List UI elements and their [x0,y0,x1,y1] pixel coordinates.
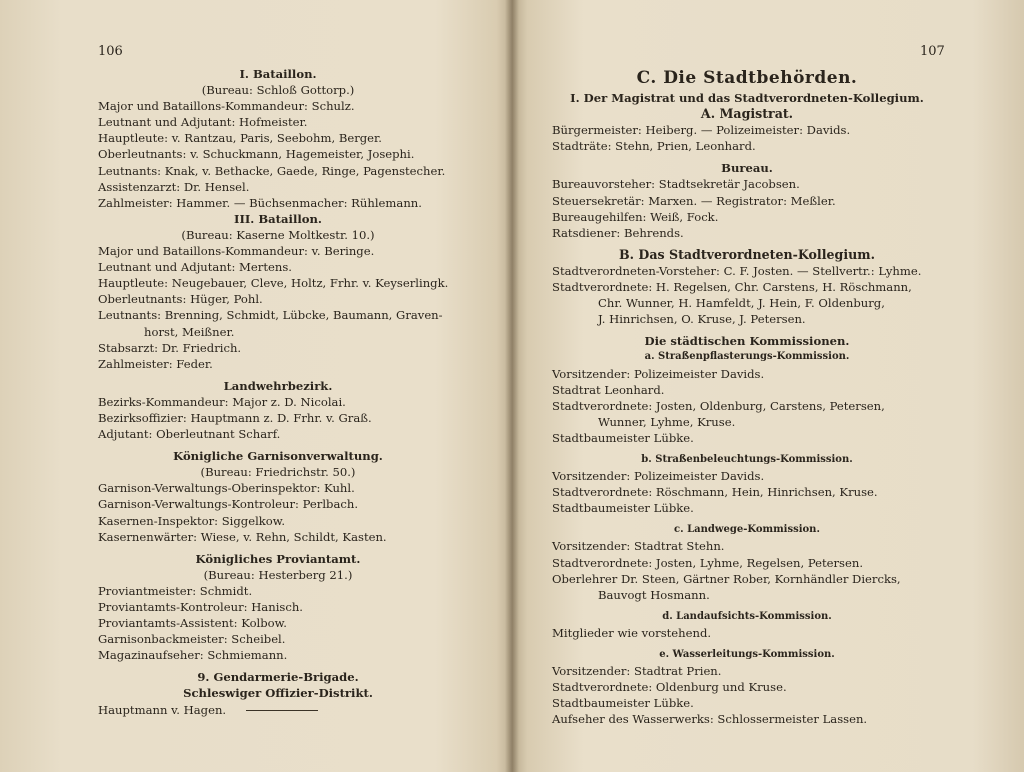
left-page-text [98,66,458,718]
line-text: Landwehrbezirk. [223,378,333,393]
line-text: I. Bataillon. [239,67,317,81]
line-text: Kasernen-Inspektor: Siggelkow. [98,513,286,528]
line-text: Garnison-Verwaltungs-Kontroleur: Perlbach. [98,497,359,512]
line-text: Proviantamts-Assistent: Kolbow. [98,616,287,631]
section-heading [98,211,458,227]
line-text: Die städtischen Kommissionen. [644,334,850,349]
right-page-number: 107 [920,44,945,59]
text-line [98,291,458,307]
text-line [552,663,942,679]
section-heading [552,90,942,106]
line-text: Stadtbaumeister Lübke. [552,696,694,711]
line-text: Zahlmeister: Hammer. — Büchsenmacher: Rühlemann. [98,195,422,210]
line-text: Oberleutnants: Hüger, Pohl. [98,292,263,307]
line-text: Steuersekretär: Marxen. — Registrator: Meßler. [552,193,836,208]
line-text: Vorsitzender: Stadtrat Prien. [552,664,722,679]
text-line [552,500,942,516]
text-line [552,295,942,311]
text-line [98,567,458,583]
text-line [552,555,942,571]
line-text: Vorsitzender: Polizeimeister Davids. [552,366,765,381]
text-line [552,587,942,603]
line-text: Bureaugehilfen: Weiß, Fock. [552,209,719,224]
line-text: Garnison-Verwaltungs-Oberinspektor: Kuhl. [98,481,355,496]
line-text: c. Landwege-Kommission. [674,524,820,536]
text-line [552,695,942,711]
text-line [552,468,942,484]
section-heading [552,349,942,365]
line-text: Bauvogt Hosmann. [598,587,710,602]
text-line [98,426,458,442]
line-text: Magazinaufseher: Schmiemann. [98,648,288,663]
line-text: Zahlmeister: Feder. [98,356,213,371]
text-line [552,711,942,727]
line-text: b. Straßenbeleuchtungs-Kommission. [641,453,853,465]
text-line [98,340,458,356]
line-text: Adjutant: Oberleutnant Scharf. [98,427,281,442]
text-line [552,430,942,446]
text-line [98,82,458,98]
end-rule [246,710,318,711]
text-line [98,163,458,179]
text-line [552,193,942,209]
text-line [552,571,942,587]
section-heading [98,685,458,701]
text-line [552,263,942,279]
section-heading [98,378,458,394]
text-line [98,307,458,323]
right-page-text [552,66,942,727]
section-heading [552,66,942,90]
section-heading [98,66,458,82]
line-text: Stadtbaumeister Lübke. [552,501,694,516]
text-line [552,398,942,414]
text-line [552,366,942,382]
line-text: Schleswiger Offizier-Distrikt. [183,686,373,701]
section-heading [552,452,942,468]
text-line [98,410,458,426]
text-line [552,225,942,241]
line-text: (Bureau: Kaserne Moltkestr. 10.) [181,227,375,242]
text-line [552,414,942,430]
line-text: J. Hinrichsen, O. Kruse, J. Petersen. [598,312,806,327]
text-line [98,599,458,615]
line-text: Stadtverordneten-Vorsteher: C. F. Josten. — Stellvertr.: Lyhme. [552,263,922,278]
section-heading [552,522,942,538]
line-text: Leutnant und Adjutant: Hofmeister. [98,115,308,130]
line-text: Stadträte: Stehn, Prien, Leonhard. [552,139,756,154]
line-text: Oberleutnants: v. Schuckmann, Hagemeister, Josephi. [98,147,415,162]
text-line [98,146,458,162]
section-heading [552,333,942,349]
line-text: 9. Gendarmerie-Brigade. [197,670,359,685]
line-text: III. Bataillon. [234,211,322,226]
line-text: Assistenzarzt: Dr. Hensel. [98,179,250,194]
text-line [98,394,458,410]
line-text: Bürgermeister: Heiberg. — Polizeimeister: Davids. [552,123,851,138]
line-text: Leutnant und Adjutant: Mertens. [98,260,292,275]
line-text: Proviantamts-Kontroleur: Hanisch. [98,600,303,614]
section-heading [98,669,458,685]
text-line [98,275,458,291]
text-line [98,227,458,243]
text-line [98,583,458,599]
line-text: Major und Bataillons-Kommandeur: Schulz. [98,99,355,114]
line-text: Chr. Wunner, H. Hamfeldt, J. Hein, F. Oldenburg, [598,296,885,311]
line-text: Stadtverordnete: Röschmann, Hein, Hinrichsen, Kruse. [552,485,878,500]
text-line [98,130,458,146]
line-text: d. Landaufsichts-Kommission. [662,610,832,622]
line-text: Stadtbaumeister Lübke. [552,430,694,445]
line-text: Stadtverordnete: H. Regelsen, Chr. Carstens, H. Röschmann, [552,280,912,295]
line-text: (Bureau: Schloß Gottorp.) [201,83,355,98]
text-line [98,615,458,631]
line-text: Bureauvorsteher: Stadtsekretär Jacobsen. [552,177,800,192]
line-text: Aufseher des Wasserwerks: Schlossermeister Lassen. [552,712,868,727]
text-line [552,382,942,398]
line-text: Stadtverordnete: Josten, Oldenburg, Carstens, Petersen, [552,398,885,413]
text-line [98,195,458,211]
left-page-number: 106 [98,44,123,59]
line-text: Garnisonbackmeister: Scheibel. [98,632,286,647]
line-text: Vorsitzender: Polizeimeister Davids. [552,469,765,484]
line-text: Leutnants: Brenning, Schmidt, Lübcke, Baumann, Graven- [98,308,443,323]
text-line [552,209,942,225]
text-line [98,702,458,718]
text-line [98,529,458,545]
line-text: Stadtverordnete: Josten, Lyhme, Regelsen, Petersen. [552,555,863,570]
section-heading [552,647,942,663]
section-heading [552,160,942,176]
text-line [552,538,942,554]
text-line [98,324,458,340]
right-page [512,0,1024,772]
section-heading [552,609,942,625]
text-line [552,279,942,295]
line-text: e. Wasserleitungs-Kommission. [659,649,835,660]
line-text: Hauptleute: v. Rantzau, Paris, Seebohm, Berger. [98,131,382,146]
text-line [98,496,458,512]
line-text: Königliches Proviantamt. [195,551,361,566]
section-heading [552,247,942,263]
line-text: Bureau. [721,161,773,176]
line-text: Oberlehrer Dr. Steen, Gärtner Rober, Kornhändler Diercks, [552,571,901,586]
line-text: Kasernenwärter: Wiese, v. Rehn, Schildt, Kasten. [98,529,387,544]
line-text: Stadtrat Leonhard. [552,382,665,397]
text-line [552,122,942,138]
text-line [98,98,458,114]
text-line [98,356,458,372]
text-line [552,484,942,500]
line-text: B. Das Stadtverordneten-Kollegium. [619,246,875,262]
line-text: Major und Bataillons-Kommandeur: v. Beringe. [98,244,375,259]
section-heading [98,448,458,464]
line-text: Leutnants: Knak, v. Bethacke, Gaede, Ringe, Pagenstecher. [98,163,446,178]
text-line [98,464,458,480]
text-line [98,259,458,275]
text-line [98,179,458,195]
line-text: Proviantmeister: Schmidt. [98,583,253,598]
book-gutter [505,0,519,772]
line-text: Mitglieder wie vorstehend. [552,625,712,640]
section-heading [552,106,942,122]
line-text: (Bureau: Friedrichstr. 50.) [200,465,356,480]
line-text: horst, Meißner. [144,324,235,339]
line-text: A. Magistrat. [700,106,794,122]
text-line [98,513,458,529]
text-line [98,631,458,647]
text-line [552,311,942,327]
line-text: Königliche Garnisonverwaltung. [173,449,383,464]
line-text: Vorsitzender: Stadtrat Stehn. [552,539,725,554]
text-line [98,480,458,496]
text-line [98,243,458,259]
text-line [552,625,942,641]
text-line [552,679,942,695]
line-text: Stabsarzt: Dr. Friedrich. [98,340,242,355]
line-text: Bezirks-Kommandeur: Major z. D. Nicolai. [98,394,346,409]
line-text: Stadtverordnete: Oldenburg und Kruse. [552,680,787,695]
line-text: I. Der Magistrat und das Stadtverordneten-Kollegium. [570,91,924,105]
line-text: Wunner, Lyhme, Kruse. [598,414,736,429]
line-text: Ratsdiener: Behrends. [552,225,684,240]
line-text: Hauptleute: Neugebauer, Cleve, Holtz, Frhr. v. Keyserlingk. [98,276,449,291]
text-line [98,647,458,663]
text-line [552,176,942,192]
text-line [98,114,458,130]
line-text: C. Die Stadtbehörden. [636,68,858,88]
text-line [552,138,942,154]
line-text: a. Straßenpflasterungs-Kommission. [644,351,850,363]
line-text: Bezirksoffizier: Hauptmann z. D. Frhr. v. Graß. [98,410,372,425]
section-heading [98,551,458,567]
line-text: (Bureau: Hesterberg 21.) [203,567,353,582]
line-text: Hauptmann v. Hagen. [98,702,227,717]
